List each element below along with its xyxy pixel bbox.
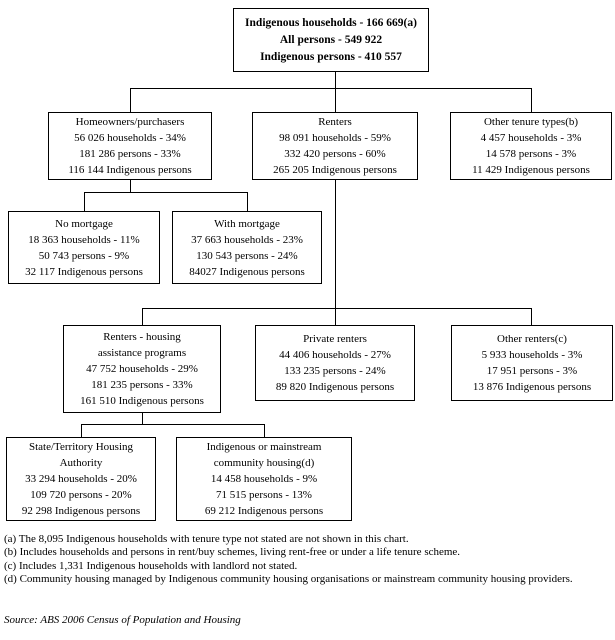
- node-line: Renters - housing: [103, 331, 181, 343]
- node-line: 71 515 persons - 13%: [216, 489, 312, 501]
- node-state-territory-housing-authority: [6, 437, 156, 521]
- node-line: 32 117 Indigenous persons: [25, 265, 143, 278]
- node-line: 5 933 households - 3%: [481, 349, 583, 361]
- connector-line: [531, 308, 532, 325]
- node-line: Indigenous persons - 410 557: [260, 50, 402, 63]
- connector-line: [335, 72, 336, 89]
- node-line: 37 663 households - 23%: [191, 233, 303, 246]
- node-line: 50 743 persons - 9%: [38, 249, 130, 262]
- node-line: 89 820 Indigenous persons: [275, 381, 395, 393]
- footnote-b: (b) Includes households and persons in rent/buy schemes, living rent-free or under a life tenure scheme.: [4, 546, 461, 559]
- connector-line: [84, 192, 85, 211]
- footnote-a: (a) The 8,095 Indigenous households with tenure type not stated are not shown in this chart.: [4, 533, 409, 545]
- connector-line: [81, 424, 265, 425]
- node-indigenous-households-total: [233, 8, 429, 72]
- connector-line: [130, 88, 131, 112]
- connector-line: [247, 192, 248, 211]
- connector-line: [84, 192, 248, 193]
- node-line: Other tenure types(b): [483, 116, 579, 128]
- node-line: 33 294 households - 20%: [25, 473, 137, 485]
- node-line: 92 298 Indigenous persons: [21, 505, 141, 517]
- node-line: community housing(d): [213, 457, 315, 469]
- node-line: 332 420 persons - 60%: [284, 148, 386, 160]
- node-line: 13 876 Indigenous persons: [472, 381, 592, 393]
- node-line: 133 235 persons - 24%: [284, 365, 386, 377]
- node-line: With mortgage: [214, 217, 280, 230]
- node-renters-housing-assistance: [63, 325, 221, 413]
- node-line: 56 026 households - 34%: [74, 132, 186, 144]
- connector-line: [335, 180, 336, 309]
- node-line: All persons - 549 922: [279, 33, 383, 46]
- node-line: Homeowners/purchasers: [75, 116, 185, 128]
- node-other-tenure-types: [450, 112, 612, 180]
- connector-line: [335, 88, 336, 112]
- node-homeowners-purchasers: [48, 112, 212, 180]
- node-line: Other renters(c): [497, 333, 567, 345]
- node-line: Indigenous or mainstream: [206, 441, 322, 453]
- connector-line: [130, 88, 532, 89]
- node-indigenous-mainstream-community-housing: [176, 437, 352, 521]
- node-line: Indigenous households - 166 669(a): [245, 16, 417, 29]
- node-line: No mortgage: [55, 217, 113, 230]
- node-line: 18 363 households - 11%: [28, 233, 140, 246]
- node-line: 4 457 households - 3%: [480, 132, 582, 144]
- node-line: 98 091 households - 59%: [279, 132, 391, 144]
- connector-line: [264, 424, 265, 437]
- node-line: 265 205 Indigenous persons: [273, 164, 397, 176]
- node-line: 14 578 persons - 3%: [485, 148, 577, 160]
- node-line: 130 543 persons - 24%: [196, 249, 298, 262]
- connector-line: [335, 308, 336, 325]
- node-line: 84027 Indigenous persons: [189, 265, 305, 278]
- connector-line: [142, 308, 532, 309]
- node-line: 44 406 households - 27%: [279, 349, 391, 361]
- node-with-mortgage: [172, 211, 322, 284]
- node-no-mortgage: [8, 211, 160, 284]
- node-private-renters: [255, 325, 415, 401]
- footnote-c: (c) Includes 1,331 Indigenous households with landlord not stated.: [4, 559, 298, 572]
- connector-line: [142, 308, 143, 325]
- node-line: 161 510 Indigenous persons: [80, 395, 204, 407]
- node-line: 181 286 persons - 33%: [79, 148, 181, 160]
- node-line: Renters: [318, 116, 352, 128]
- node-other-renters: [451, 325, 613, 401]
- node-line: 181 235 persons - 33%: [91, 379, 193, 391]
- node-line: 17 951 persons - 3%: [486, 365, 578, 377]
- node-line: assistance programs: [97, 347, 187, 359]
- node-line: 14 458 households - 9%: [210, 473, 318, 485]
- connector-line: [81, 424, 82, 437]
- node-line: 116 144 Indigenous persons: [68, 164, 192, 176]
- footnote-d: (d) Community housing managed by Indigenous community housing organisations or mainstream community housing providers.: [4, 573, 573, 586]
- node-line: 47 752 households - 29%: [86, 363, 198, 375]
- node-line: 69 212 Indigenous persons: [204, 505, 324, 517]
- node-line: Authority: [59, 457, 103, 469]
- footnotes: [4, 533, 610, 587]
- node-line: 109 720 persons - 20%: [30, 489, 132, 501]
- node-line: 11 429 Indigenous persons: [472, 164, 590, 176]
- connector-line: [531, 88, 532, 112]
- node-renters: [252, 112, 418, 180]
- node-line: State/Territory Housing: [28, 441, 134, 453]
- source-citation: Source: ABS 2006 Census of Population and Housing: [4, 614, 241, 626]
- node-line: Private renters: [303, 333, 367, 345]
